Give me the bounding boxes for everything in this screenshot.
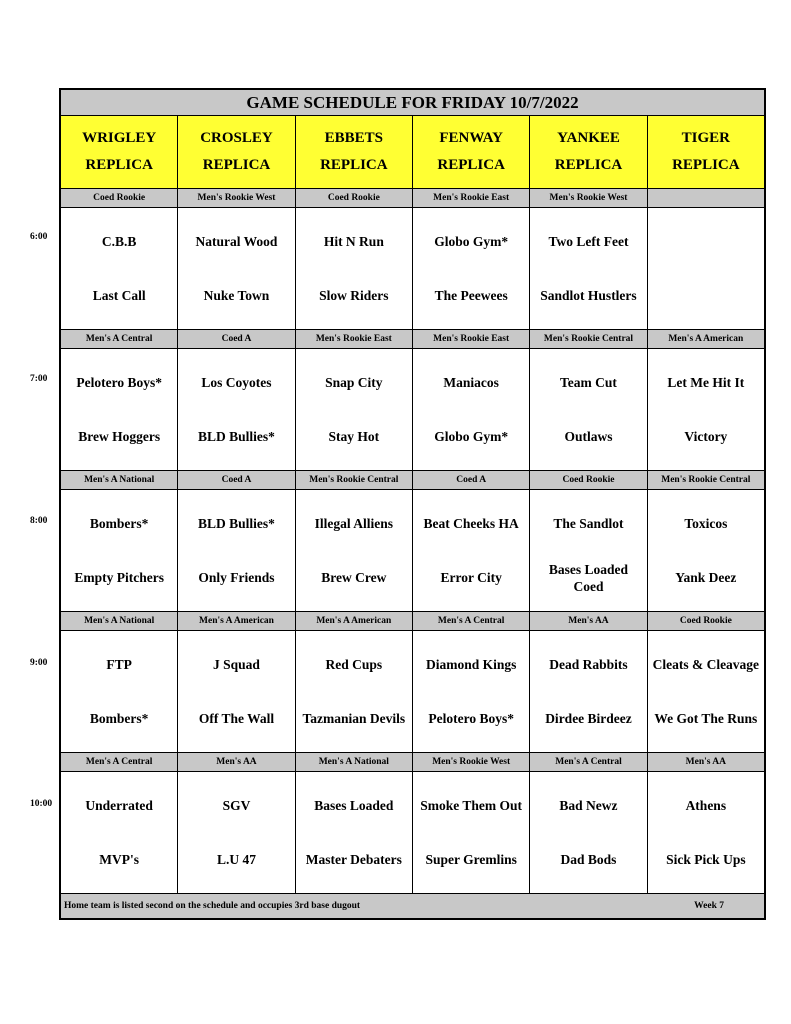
division-label: Coed Rookie: [648, 612, 764, 630]
division-label: Coed A: [178, 330, 294, 348]
field-header-tiger: [648, 116, 764, 188]
field-name: YANKEE: [557, 130, 620, 146]
away-team: Underrated: [85, 797, 153, 813]
home-team: Globo Gym*: [434, 429, 509, 445]
division-label: Coed Rookie: [61, 189, 177, 207]
division-label: Men's AA: [178, 753, 294, 771]
field-type: REPLICA: [672, 157, 740, 173]
game-cell: [648, 772, 764, 893]
game-cell: [296, 631, 412, 752]
game-cell: [296, 349, 412, 470]
away-team: Beat Cheeks HA: [423, 515, 519, 531]
field-type: REPLICA: [437, 157, 505, 173]
away-team: Bases Loaded: [314, 797, 394, 813]
division-label: Men's Rookie West: [413, 753, 529, 771]
division-label: Men's Rookie Central: [296, 471, 412, 489]
away-team: Maniacos: [443, 374, 499, 390]
away-team: Illegal Alliens: [314, 515, 394, 531]
away-team: J Squad: [213, 656, 260, 672]
division-label: Men's Rookie East: [413, 330, 529, 348]
division-label: Men's A American: [178, 612, 294, 630]
home-team: Super Gremlins: [425, 852, 517, 868]
field-name: WRIGLEY: [82, 130, 157, 146]
home-team: Pelotero Boys*: [428, 711, 514, 727]
away-team: Team Cut: [560, 374, 617, 390]
away-team: Diamond Kings: [425, 656, 517, 672]
away-team: Globo Gym*: [434, 233, 509, 249]
away-team: BLD Bullies*: [198, 515, 275, 531]
home-team: Stay Hot: [328, 429, 380, 445]
home-team: Master Debaters: [305, 852, 402, 868]
game-cell: [178, 490, 294, 611]
field-header-yankee: [530, 116, 646, 188]
home-team: Sick Pick Ups: [666, 852, 746, 868]
game-cell: [530, 349, 646, 470]
division-label: Men's A Central: [61, 753, 177, 771]
away-team: Bad Newz: [559, 797, 618, 813]
away-team: The Sandlot: [553, 515, 624, 531]
home-team: Dirdee Birdeez: [545, 711, 632, 727]
home-team: Victory: [684, 429, 728, 445]
field-name: FENWAY: [439, 130, 503, 146]
game-cell: [178, 208, 294, 329]
home-team: Off The Wall: [198, 711, 275, 727]
game-cell: [413, 490, 529, 611]
game-cell: [413, 349, 529, 470]
division-label: Men's A Central: [61, 330, 177, 348]
division-label: [648, 189, 764, 207]
field-type: REPLICA: [85, 157, 153, 173]
time-label: 10:00: [30, 799, 53, 809]
home-team: The Peewees: [434, 288, 508, 304]
game-cell: [178, 349, 294, 470]
game-cell: [648, 349, 764, 470]
division-label: Men's A National: [61, 612, 177, 630]
game-cell: [61, 631, 177, 752]
away-team: Bombers*: [89, 515, 149, 531]
time-label: 7:00: [30, 374, 48, 384]
game-cell: [61, 490, 177, 611]
home-team: Yank Deez: [675, 570, 737, 586]
field-type: REPLICA: [320, 157, 388, 173]
field-header-ebbets: [296, 116, 412, 188]
game-cell: [648, 631, 764, 752]
game-cell: [413, 772, 529, 893]
division-label: Men's Rookie East: [296, 330, 412, 348]
division-label: Men's A National: [296, 753, 412, 771]
game-cell: [61, 208, 177, 329]
home-team: MVP's: [99, 852, 140, 868]
time-label: 9:00: [30, 658, 48, 668]
division-label: Coed Rookie: [296, 189, 412, 207]
game-cell: [413, 208, 529, 329]
home-team: Outlaws: [564, 429, 613, 445]
division-label: Coed A: [413, 471, 529, 489]
week-label: Week 7: [694, 901, 724, 911]
division-label: Men's A American: [296, 612, 412, 630]
game-cell: [530, 208, 646, 329]
schedule-footer: [61, 894, 764, 918]
division-label: Men's A National: [61, 471, 177, 489]
away-team: SGV: [222, 797, 251, 813]
home-team: Brew Hoggers: [78, 429, 161, 445]
field-header-fenway: [413, 116, 529, 188]
home-team: Dad Bods: [560, 852, 617, 868]
schedule-title: GAME SCHEDULE FOR FRIDAY 10/7/2022: [61, 90, 764, 115]
division-label: Coed Rookie: [530, 471, 646, 489]
home-team: Slow Riders: [319, 288, 389, 304]
home-team: Nuke Town: [203, 288, 270, 304]
game-cell: [413, 631, 529, 752]
away-team: Natural Wood: [195, 233, 278, 249]
away-team: Los Coyotes: [201, 374, 272, 390]
division-label: Men's Rookie East: [413, 189, 529, 207]
field-name: CROSLEY: [200, 130, 273, 146]
game-cell: [61, 349, 177, 470]
game-cell: [530, 631, 646, 752]
field-header-wrigley: [61, 116, 177, 188]
field-type: REPLICA: [554, 157, 623, 173]
division-label: Men's Rookie West: [178, 189, 294, 207]
field-header-crosley: [178, 116, 294, 188]
away-team: Let Me Hit It: [667, 374, 745, 390]
division-label: Men's A American: [648, 330, 764, 348]
home-team: L.U 47: [216, 852, 256, 868]
home-team: Empty Pitchers: [74, 570, 164, 586]
away-team: Dead Rabbits: [549, 656, 628, 672]
division-label: Men's Rookie Central: [648, 471, 764, 489]
away-team: Hit N Run: [323, 233, 384, 249]
game-cell: [648, 490, 764, 611]
field-name: TIGER: [681, 130, 730, 146]
field-type: REPLICA: [202, 157, 271, 173]
home-team: Only Friends: [198, 570, 275, 586]
home-team: Tazmanian Devils: [302, 711, 406, 727]
division-label: Men's AA: [530, 612, 646, 630]
time-label: 6:00: [30, 232, 48, 242]
footer-note: Home team is listed second on the schedule and occupies 3rd base dugout: [64, 901, 361, 911]
home-team: BLD Bullies*: [198, 429, 275, 445]
home-team: Last Call: [92, 288, 146, 304]
away-team: Snap City: [325, 374, 383, 390]
field-name: EBBETS: [324, 130, 384, 146]
away-team: Red Cups: [325, 656, 383, 672]
away-team: Pelotero Boys*: [76, 374, 162, 390]
away-team: C.B.B: [101, 233, 137, 249]
division-label: Men's AA: [648, 753, 764, 771]
home-team: Error City: [440, 570, 502, 586]
away-team: FTP: [106, 656, 132, 672]
game-cell: [530, 490, 646, 611]
home-team: Brew Crew: [321, 570, 387, 586]
game-cell: [648, 208, 764, 329]
game-cell: [296, 772, 412, 893]
away-team: Athens: [685, 797, 727, 813]
home-team: Bombers*: [89, 711, 149, 727]
division-label: Men's Rookie Central: [530, 330, 646, 348]
division-label: Men's Rookie West: [530, 189, 646, 207]
division-label: Coed A: [178, 471, 294, 489]
game-cell: [530, 772, 646, 893]
away-team: Smoke Them Out: [420, 797, 523, 813]
time-label: 8:00: [30, 516, 48, 526]
division-label: Men's A Central: [413, 612, 529, 630]
division-label: Men's A Central: [530, 753, 646, 771]
game-cell: [178, 772, 294, 893]
game-cell: [296, 208, 412, 329]
schedule-grid: [59, 88, 766, 920]
away-team: Toxicos: [684, 515, 728, 531]
away-team: Two Left Feet: [548, 233, 629, 249]
game-cell: [178, 631, 294, 752]
game-cell: [296, 490, 412, 611]
game-cell: [61, 772, 177, 893]
away-team: Cleats & Cleavage: [652, 656, 760, 672]
home-team: We Got The Runs: [654, 711, 758, 727]
home-team: Bases Loaded Coed: [548, 561, 629, 594]
home-team: Sandlot Hustlers: [540, 288, 637, 304]
